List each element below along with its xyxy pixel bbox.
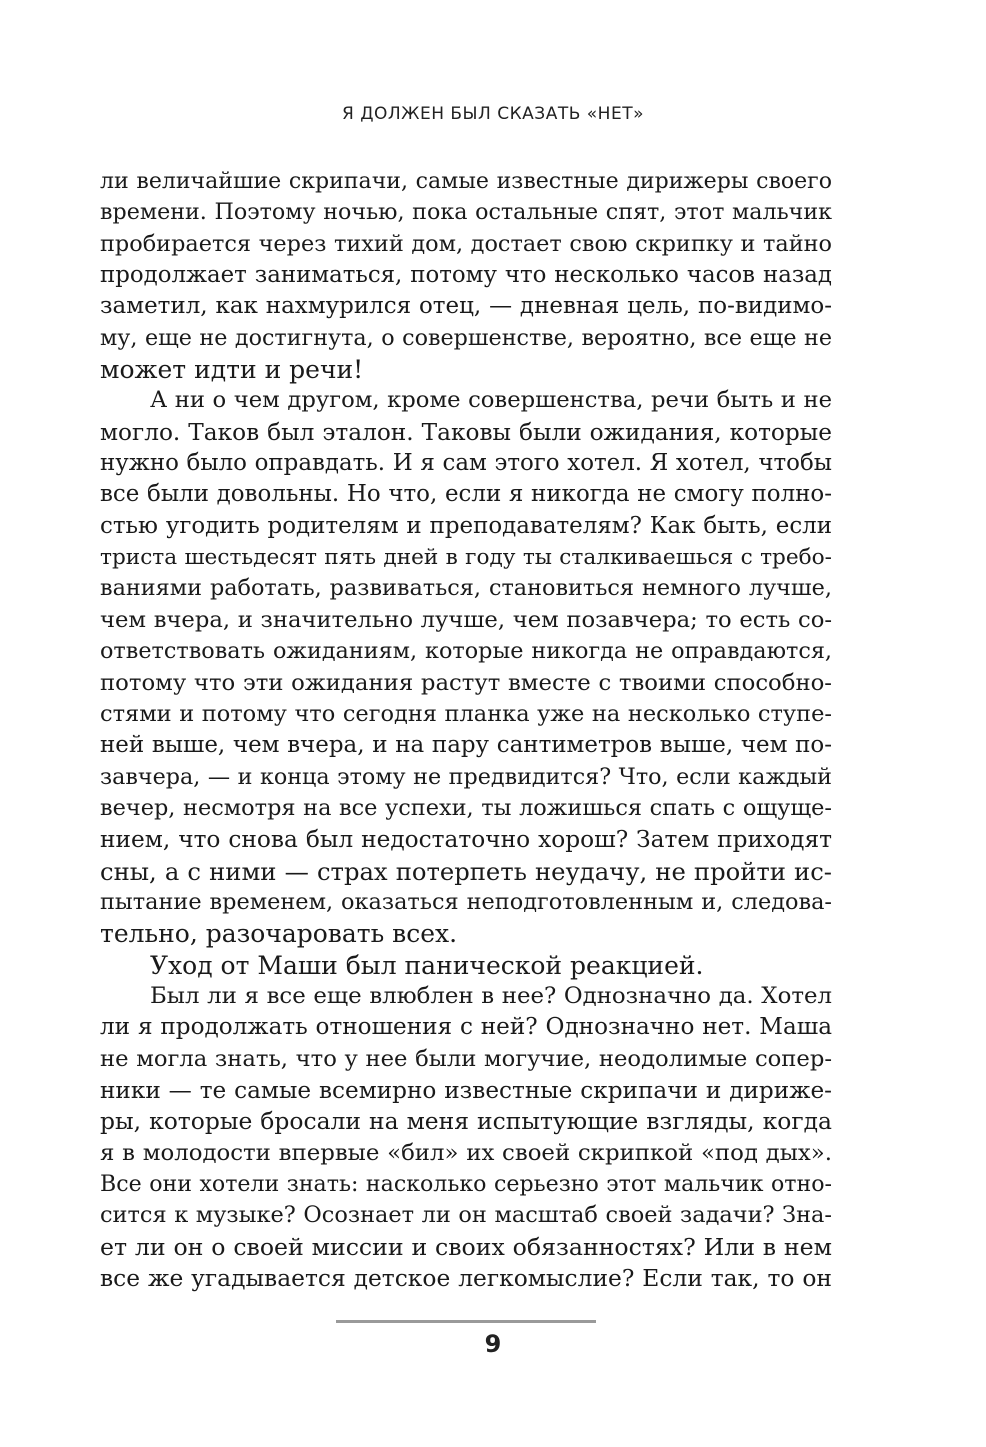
running-header: Я ДОЛЖЕН БЫЛ СКАЗАТЬ «НЕТ»	[341, 104, 644, 124]
text-line: тельно, разочаровать всех.	[100, 919, 458, 949]
text-line: пытание временем, оказаться неподготовленным и, следова-	[100, 888, 832, 915]
text-line: могло. Таков был эталон. Таковы были ожидания, которые	[100, 418, 832, 446]
text-line: триста шестьдесят пять дней в году ты сталкиваешься с требо-	[100, 545, 832, 571]
text-line: времени. Поэтому ночью, пока остальные спят, этот мальчик	[100, 199, 832, 226]
text-line: ней выше, чем вчера, и на пару сантиметров выше, чем по-	[100, 732, 832, 759]
text-line: ники — те самые всемирно известные скрипачи и дириже-	[100, 1076, 832, 1104]
text-line: ли величайшие скрипачи, самые известные дирижеры своего	[100, 169, 832, 194]
text-line: Уход от Маши был панической реакцией.	[150, 950, 704, 980]
text-line: пробирается через тихий дом, достает свою скрипку и тайно	[100, 230, 832, 257]
text-line: А ни о чем другом, кроме совершенства, речи быть и не	[150, 387, 832, 414]
page-number: 9	[484, 1330, 502, 1358]
text-line: Был ли я все еще влюблен в нее? Однозначно да. Хотел	[150, 982, 832, 1009]
text-line: все были довольны. Но что, если я никогда не смогу полно-	[100, 481, 832, 508]
text-line: му, еще не достигнута, о совершенстве, вероятно, все еще не	[100, 324, 832, 351]
text-line: нием, что снова был недостаточно хорош? Затем приходят	[100, 826, 832, 854]
text-line: стью угодить родителям и преподавателям? Как быть, если	[100, 512, 832, 539]
text-line: ет ли он о своей миссии и своих обязанностях? Или в нем	[100, 1232, 832, 1261]
text-line: сны, а с ними — страх потерпеть неудачу, не пройти ис-	[100, 856, 832, 886]
text-line: Все они хотели знать: насколько серьезно этот мальчик отно-	[100, 1171, 832, 1197]
text-line: нужно было оправдать. И я сам этого хотел. Я хотел, чтобы	[100, 450, 832, 477]
text-line: заметил, как нахмурился отец, — дневная цель, по-видимо-	[100, 293, 832, 320]
text-line: не могла знать, что у нее были могучие, неодолимые сопер-	[100, 1045, 832, 1072]
footer-divider	[336, 1320, 596, 1323]
text-line: потому что эти ожидания растут вместе с твоими способно-	[100, 669, 832, 696]
text-line: ли я продолжать отношения с ней? Однозначно нет. Маша	[100, 1014, 832, 1041]
text-line: вечер, несмотря на все успехи, ты ложишься спать с ощуще-	[100, 794, 832, 821]
text-line: завчера, — и конца этому не предвидится? Что, если каждый	[100, 763, 832, 790]
text-line: все же угадывается детское легкомыслие? Если так, то он	[100, 1264, 832, 1293]
text-line: может идти и речи!	[100, 355, 364, 385]
text-line: стями и потому что сегодня планка уже на несколько ступе-	[100, 700, 832, 727]
body-text	[100, 166, 832, 1294]
text-line: чем вчера, и значительно лучше, чем позавчера; то есть со-	[100, 606, 832, 633]
text-line: ваниями работать, развиваться, становиться немного лучше,	[100, 575, 832, 602]
text-line: я в молодости впервые «бил» их своей скрипкой «под дых».	[100, 1139, 832, 1166]
text-line: ры, которые бросали на меня испытующие взгляды, когда	[100, 1107, 832, 1136]
text-line: продолжает заниматься, потому что несколько часов назад	[100, 262, 832, 289]
text-line: сится к музыке? Осознает ли он масштаб своей задачи? Зна-	[100, 1202, 832, 1229]
text-line: ответствовать ожиданиям, которые никогда не оправдаются,	[100, 638, 832, 665]
